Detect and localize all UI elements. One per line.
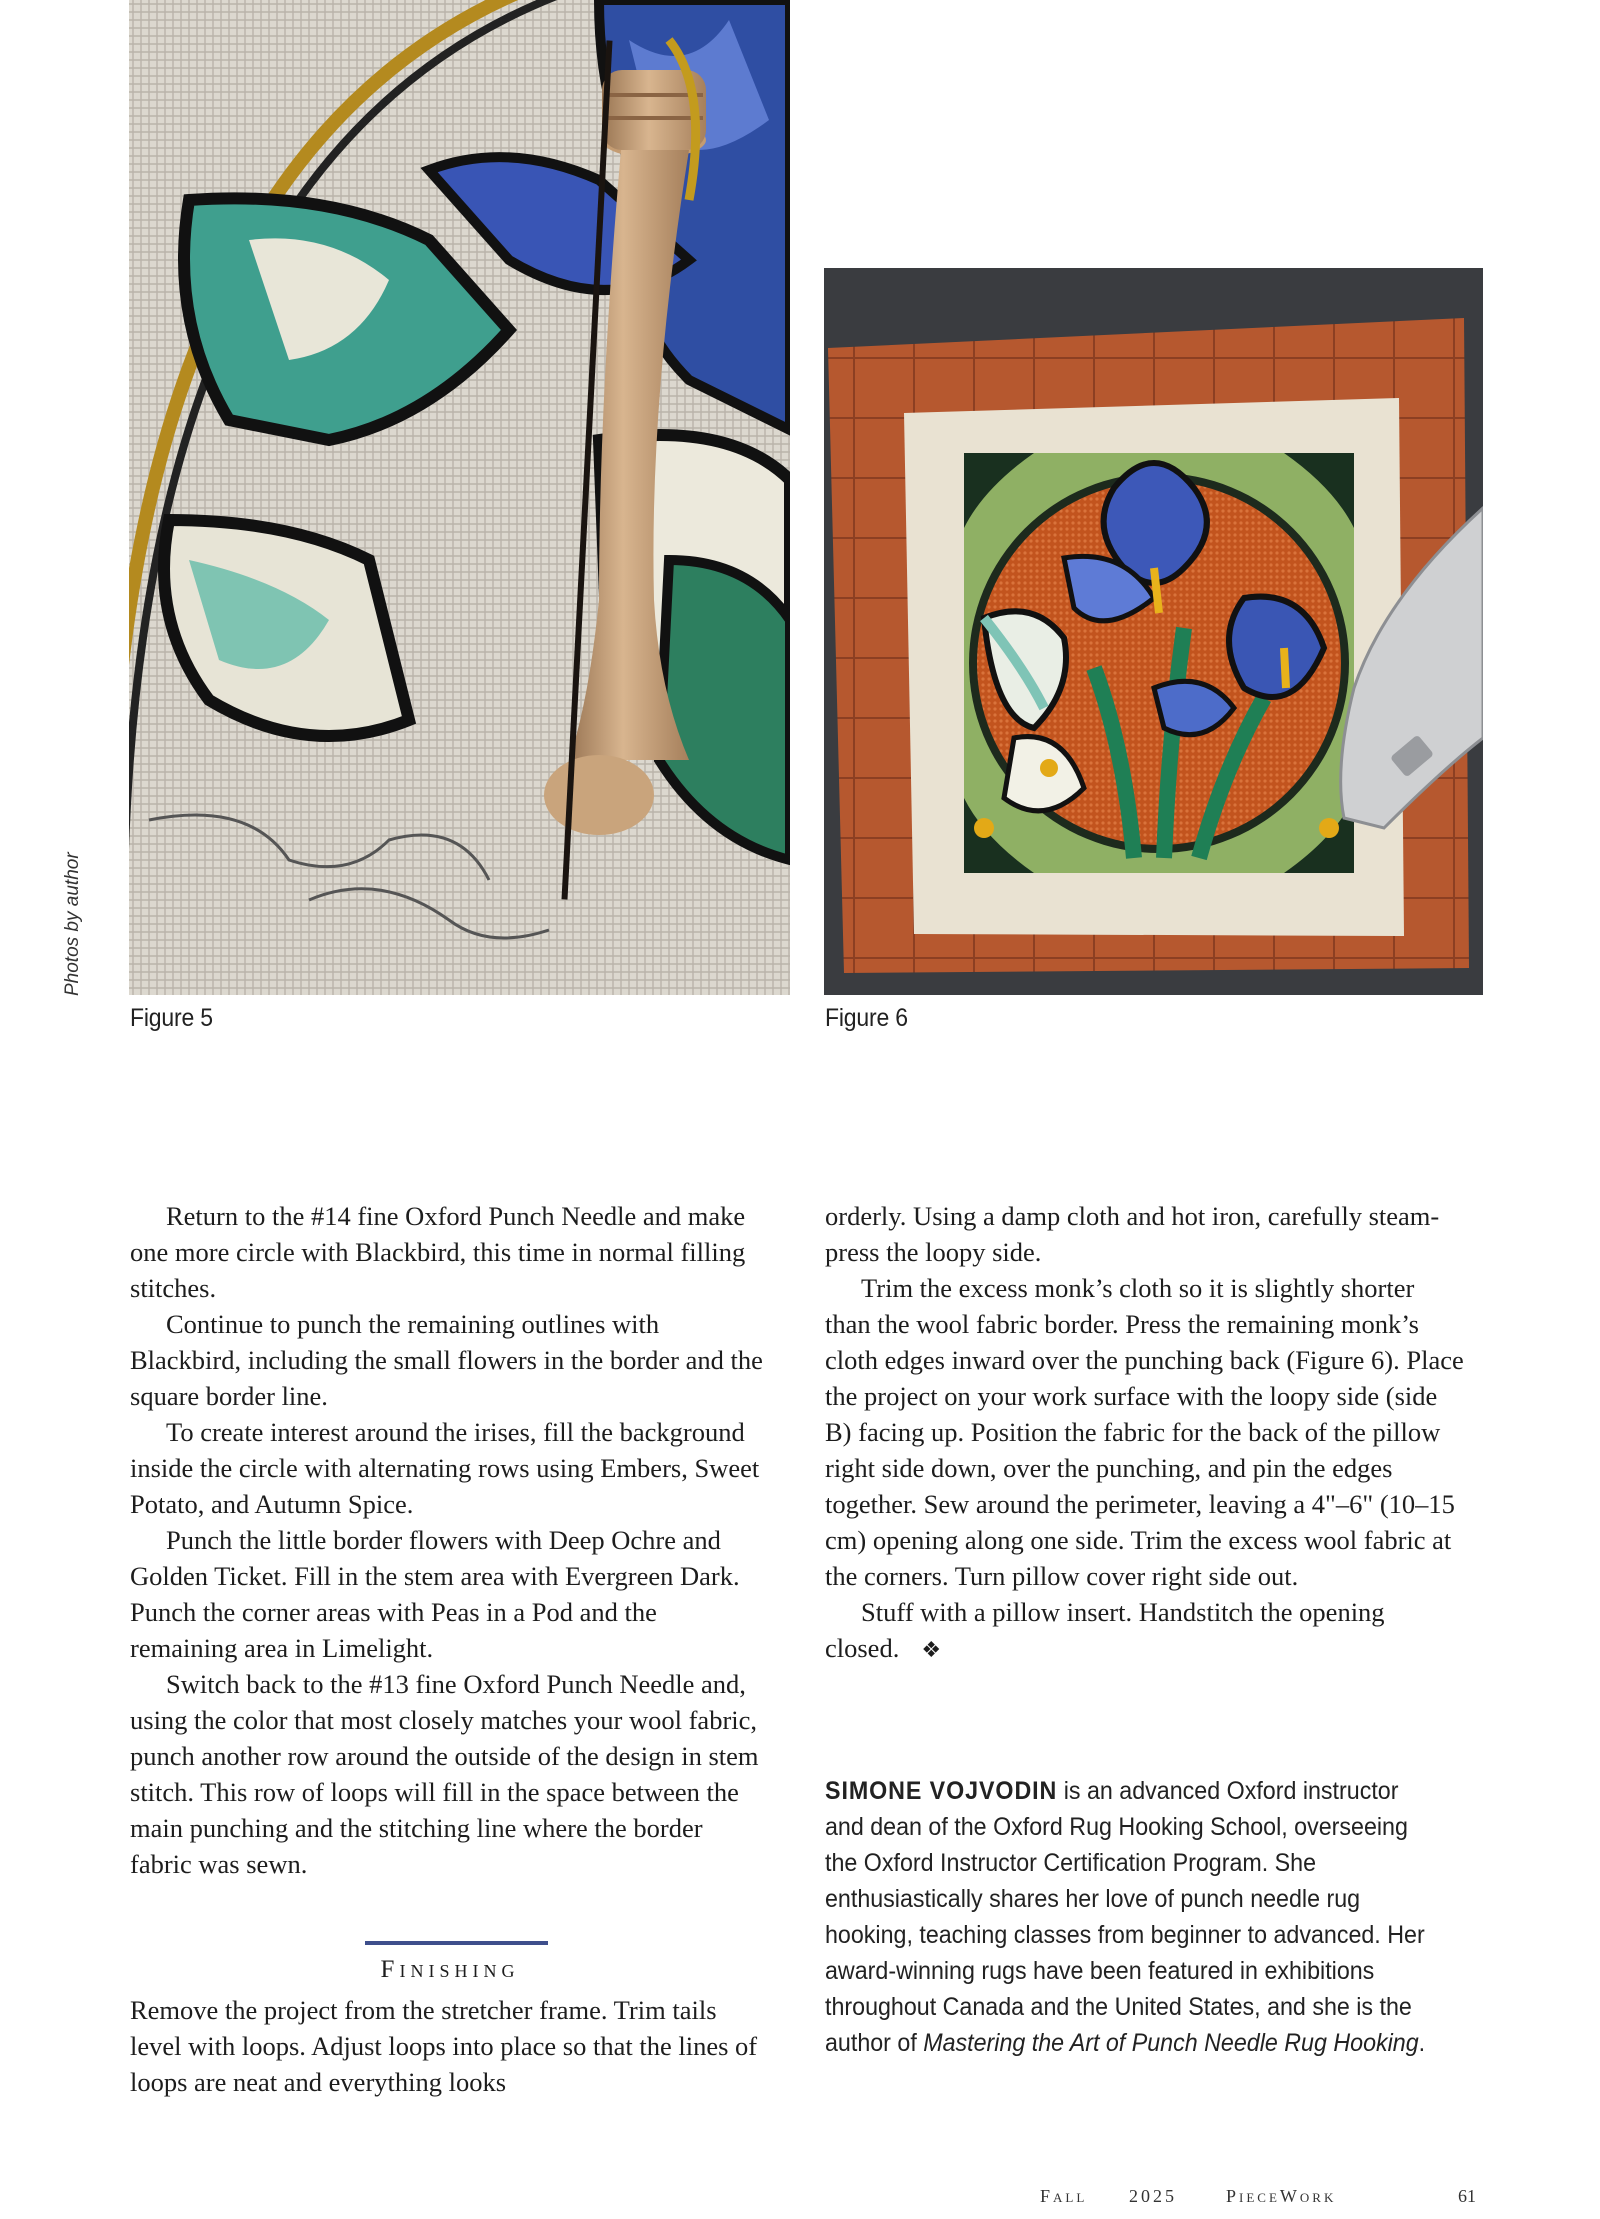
bio-text-end: .: [1418, 2029, 1426, 2057]
paragraph: To create interest around the irises, fill the background inside the circle with alternating rows using Embers, Sweet Potato, and Autumn Spice.: [130, 1417, 760, 1519]
figure-5-photo: [129, 0, 790, 995]
finishing-text-block: [130, 1992, 770, 2100]
paragraph: Continue to punch the remaining outlines with Blackbird, including the small flowers in the border and the square border line.: [130, 1309, 763, 1411]
paragraph: Trim the excess monk’s cloth so it is slightly shorter than the wool fabric border. Press the remaining monk’s cloth edges inward over the punching back (Figure 6). Place the project on your work surface with the loopy side (side B) facing up. Position the fabric for the back of the pillow right side down, over the punching, and pin the edges together. Sew around the perimeter, leaving a 4"–6" (10–15 cm) opening along one side. Trim the excess wool fabric at the corners. Turn pillow cover right side out.: [825, 1273, 1464, 1591]
page-number: 61: [1458, 2186, 1476, 2206]
paragraph: Remove the project from the stretcher frame. Trim tails level with loops. Adjust loops into place so that the lines of loops are neat and everything looks: [130, 1995, 758, 2097]
paragraph-final: [825, 1594, 1465, 1668]
book-title: Mastering the Art of Punch Needle Rug Hooking: [923, 2029, 1419, 2057]
photo-credit: Photos by author: [62, 852, 83, 996]
paragraph: Punch the little border flowers with Deep Ochre and Golden Ticket. Fill in the stem area with Evergreen Dark. Punch the corner areas with Peas in a Pod and the remaining area in Limelight.: [130, 1525, 740, 1663]
left-column: [130, 1198, 770, 1882]
figure-5-caption: Figure 5: [130, 1004, 213, 1032]
paragraph: orderly. Using a damp cloth and hot iron, carefully steam-press the loopy side.: [825, 1201, 1440, 1267]
author-bio: [825, 1773, 1439, 2061]
footer-season: Fall: [1040, 2186, 1088, 2206]
section-heading: Finishing: [380, 1956, 520, 1983]
author-name: SIMONE VOJVODIN: [825, 1777, 1058, 1805]
paragraph-text: Stuff with a pillow insert. Handstitch the opening closed.: [825, 1597, 1385, 1663]
end-mark-icon: ❖: [921, 1637, 942, 1662]
figure-6-caption: Figure 6: [825, 1004, 908, 1032]
right-column: [825, 1198, 1465, 1668]
bio-text: is an advanced Oxford instructor and dean of the Oxford Rug Hooking School, overseeing the Oxford Instructor Certification Program. She enthusiastically shares her love of punch needle rug hooking, teaching classes from beginner to advanced. Her award-winning rugs have been featured in exhibitions throughout Canada and the United States, and she is the author of: [825, 1777, 1425, 2057]
footer-year: 2025: [1129, 2186, 1177, 2206]
figure-6-photo: [824, 268, 1483, 995]
paragraph: Switch back to the #13 fine Oxford Punch Needle and, using the color that most closely matches your wool fabric, punch another row around the outside of the design in stem stitch. This row of loops will fill in the space between the main punching and the stitching line where the border fabric was sewn.: [130, 1669, 759, 1879]
paragraph: Return to the #14 fine Oxford Punch Needle and make one more circle with Blackbird, this time in normal filling stitches.: [130, 1201, 746, 1303]
footer-magazine: PieceWork: [1226, 2186, 1337, 2206]
section-rule: [365, 1941, 548, 1945]
